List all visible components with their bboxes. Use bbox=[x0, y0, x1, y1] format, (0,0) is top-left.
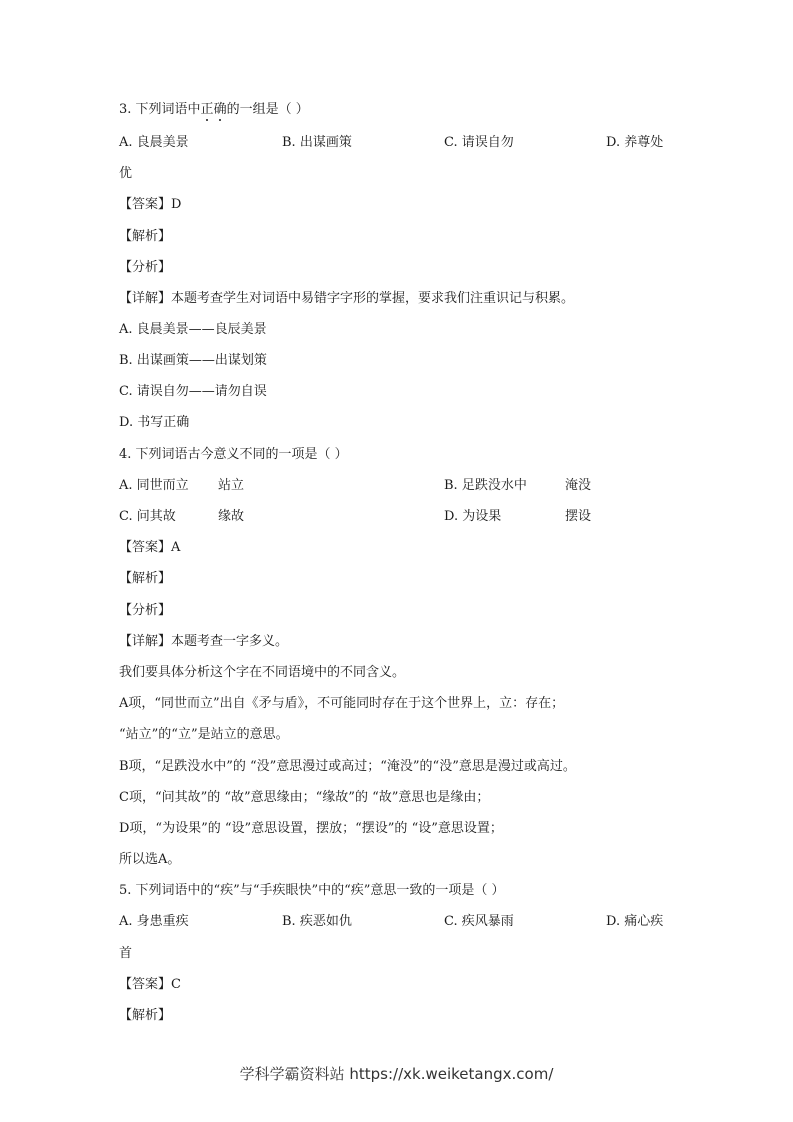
q3-option-a: A. 良晨美景 bbox=[119, 135, 189, 150]
q3-option-d: D. 养尊处 bbox=[606, 135, 664, 150]
q4-jiexi: 【解析】 bbox=[119, 571, 172, 586]
q3-option-b: B. 出谋画策 bbox=[282, 135, 352, 150]
q4-detail: 【详解】本题考查一字多义。 bbox=[119, 634, 289, 649]
q3-detail: 【详解】本题考查学生对词语中易错字字形的掌握，要求我们注重识记与积累。 bbox=[119, 291, 575, 306]
q4-option-d: D. 为设果 bbox=[444, 509, 502, 524]
q4-line-7: 所以选A。 bbox=[119, 852, 181, 867]
q4-answer: 【答案】A bbox=[119, 540, 181, 555]
footer-watermark: 学科学霸资料站 https://xk.weiketangx.com/ bbox=[239, 1065, 554, 1083]
q4-line-1: 我们要具体分析这个字在不同语境中的不同含义。 bbox=[119, 665, 406, 680]
q3-line-b: B. 出谋画策——出谋划策 bbox=[119, 353, 267, 368]
q3-stem-dotted-1: 正 bbox=[200, 102, 214, 117]
q3-line-a: A. 良晨美景——良辰美景 bbox=[119, 322, 267, 337]
q4-option-c: C. 问其故 bbox=[119, 509, 176, 524]
q4-line-3: “站立”的“立”是站立的意思。 bbox=[119, 727, 289, 742]
q4-option-d-word: 摆设 bbox=[565, 509, 592, 524]
q5-option-wrap: 首 bbox=[119, 946, 133, 961]
q4-line-2: A项，“同世而立”出自《矛与盾》，不可能同时存在于这个世界上，立：存在； bbox=[119, 696, 565, 711]
q3-stem-pre: 3. 下列词语中 bbox=[119, 102, 201, 117]
q3-jiexi: 【解析】 bbox=[119, 229, 172, 244]
q5-stem: 5. 下列词语中的“疾”与“手疾眼快”中的“疾”意思一致的一项是（ ） bbox=[119, 883, 505, 898]
q4-line-5: C项，“问其故”的 “故”意思缘由；“缘故”的 “故”意思也是缘由； bbox=[119, 790, 490, 805]
q5-jiexi: 【解析】 bbox=[119, 1008, 172, 1023]
q5-option-a: A. 身患重疾 bbox=[119, 914, 189, 929]
q4-option-a: A. 同世而立 bbox=[119, 478, 189, 493]
q3-option-wrap: 优 bbox=[119, 166, 133, 181]
q4-option-c-word: 缘故 bbox=[218, 509, 245, 524]
q4-fenxi: 【分析】 bbox=[119, 603, 172, 618]
q3-stem-dotted-2: 确 bbox=[213, 102, 227, 117]
q4-option-b: B. 足跌没水中 bbox=[444, 478, 527, 493]
q5-option-d: D. 痛心疾 bbox=[606, 914, 664, 929]
q3-option-c: C. 请误自勿 bbox=[444, 135, 514, 150]
q4-stem: 4. 下列词语古今意义不同的一项是（ ） bbox=[119, 447, 348, 462]
q3-answer: 【答案】D bbox=[119, 197, 182, 212]
q4-option-a-word: 站立 bbox=[218, 478, 245, 493]
q3-fenxi: 【分析】 bbox=[119, 260, 172, 275]
q4-line-4: B项，“足跌没水中”的 “没”意思漫过或高过；“淹没”的“没”意思是漫过或高过。 bbox=[119, 759, 576, 774]
q5-option-b: B. 疾恶如仇 bbox=[282, 914, 352, 929]
q3-stem bbox=[119, 101, 309, 119]
q3-line-d: D. 书写正确 bbox=[119, 415, 190, 430]
q3-stem-post: 的一组是（ ） bbox=[226, 102, 309, 117]
q4-option-b-word: 淹没 bbox=[565, 478, 592, 493]
q3-line-c: C. 请误自勿——请勿自误 bbox=[119, 384, 267, 399]
q5-option-c: C. 疾风暴雨 bbox=[444, 914, 514, 929]
q4-line-6: D项，“为设果”的 “设”意思设置，摆放；“摆设”的 “设”意思设置； bbox=[119, 821, 503, 836]
q5-answer: 【答案】C bbox=[119, 977, 181, 992]
